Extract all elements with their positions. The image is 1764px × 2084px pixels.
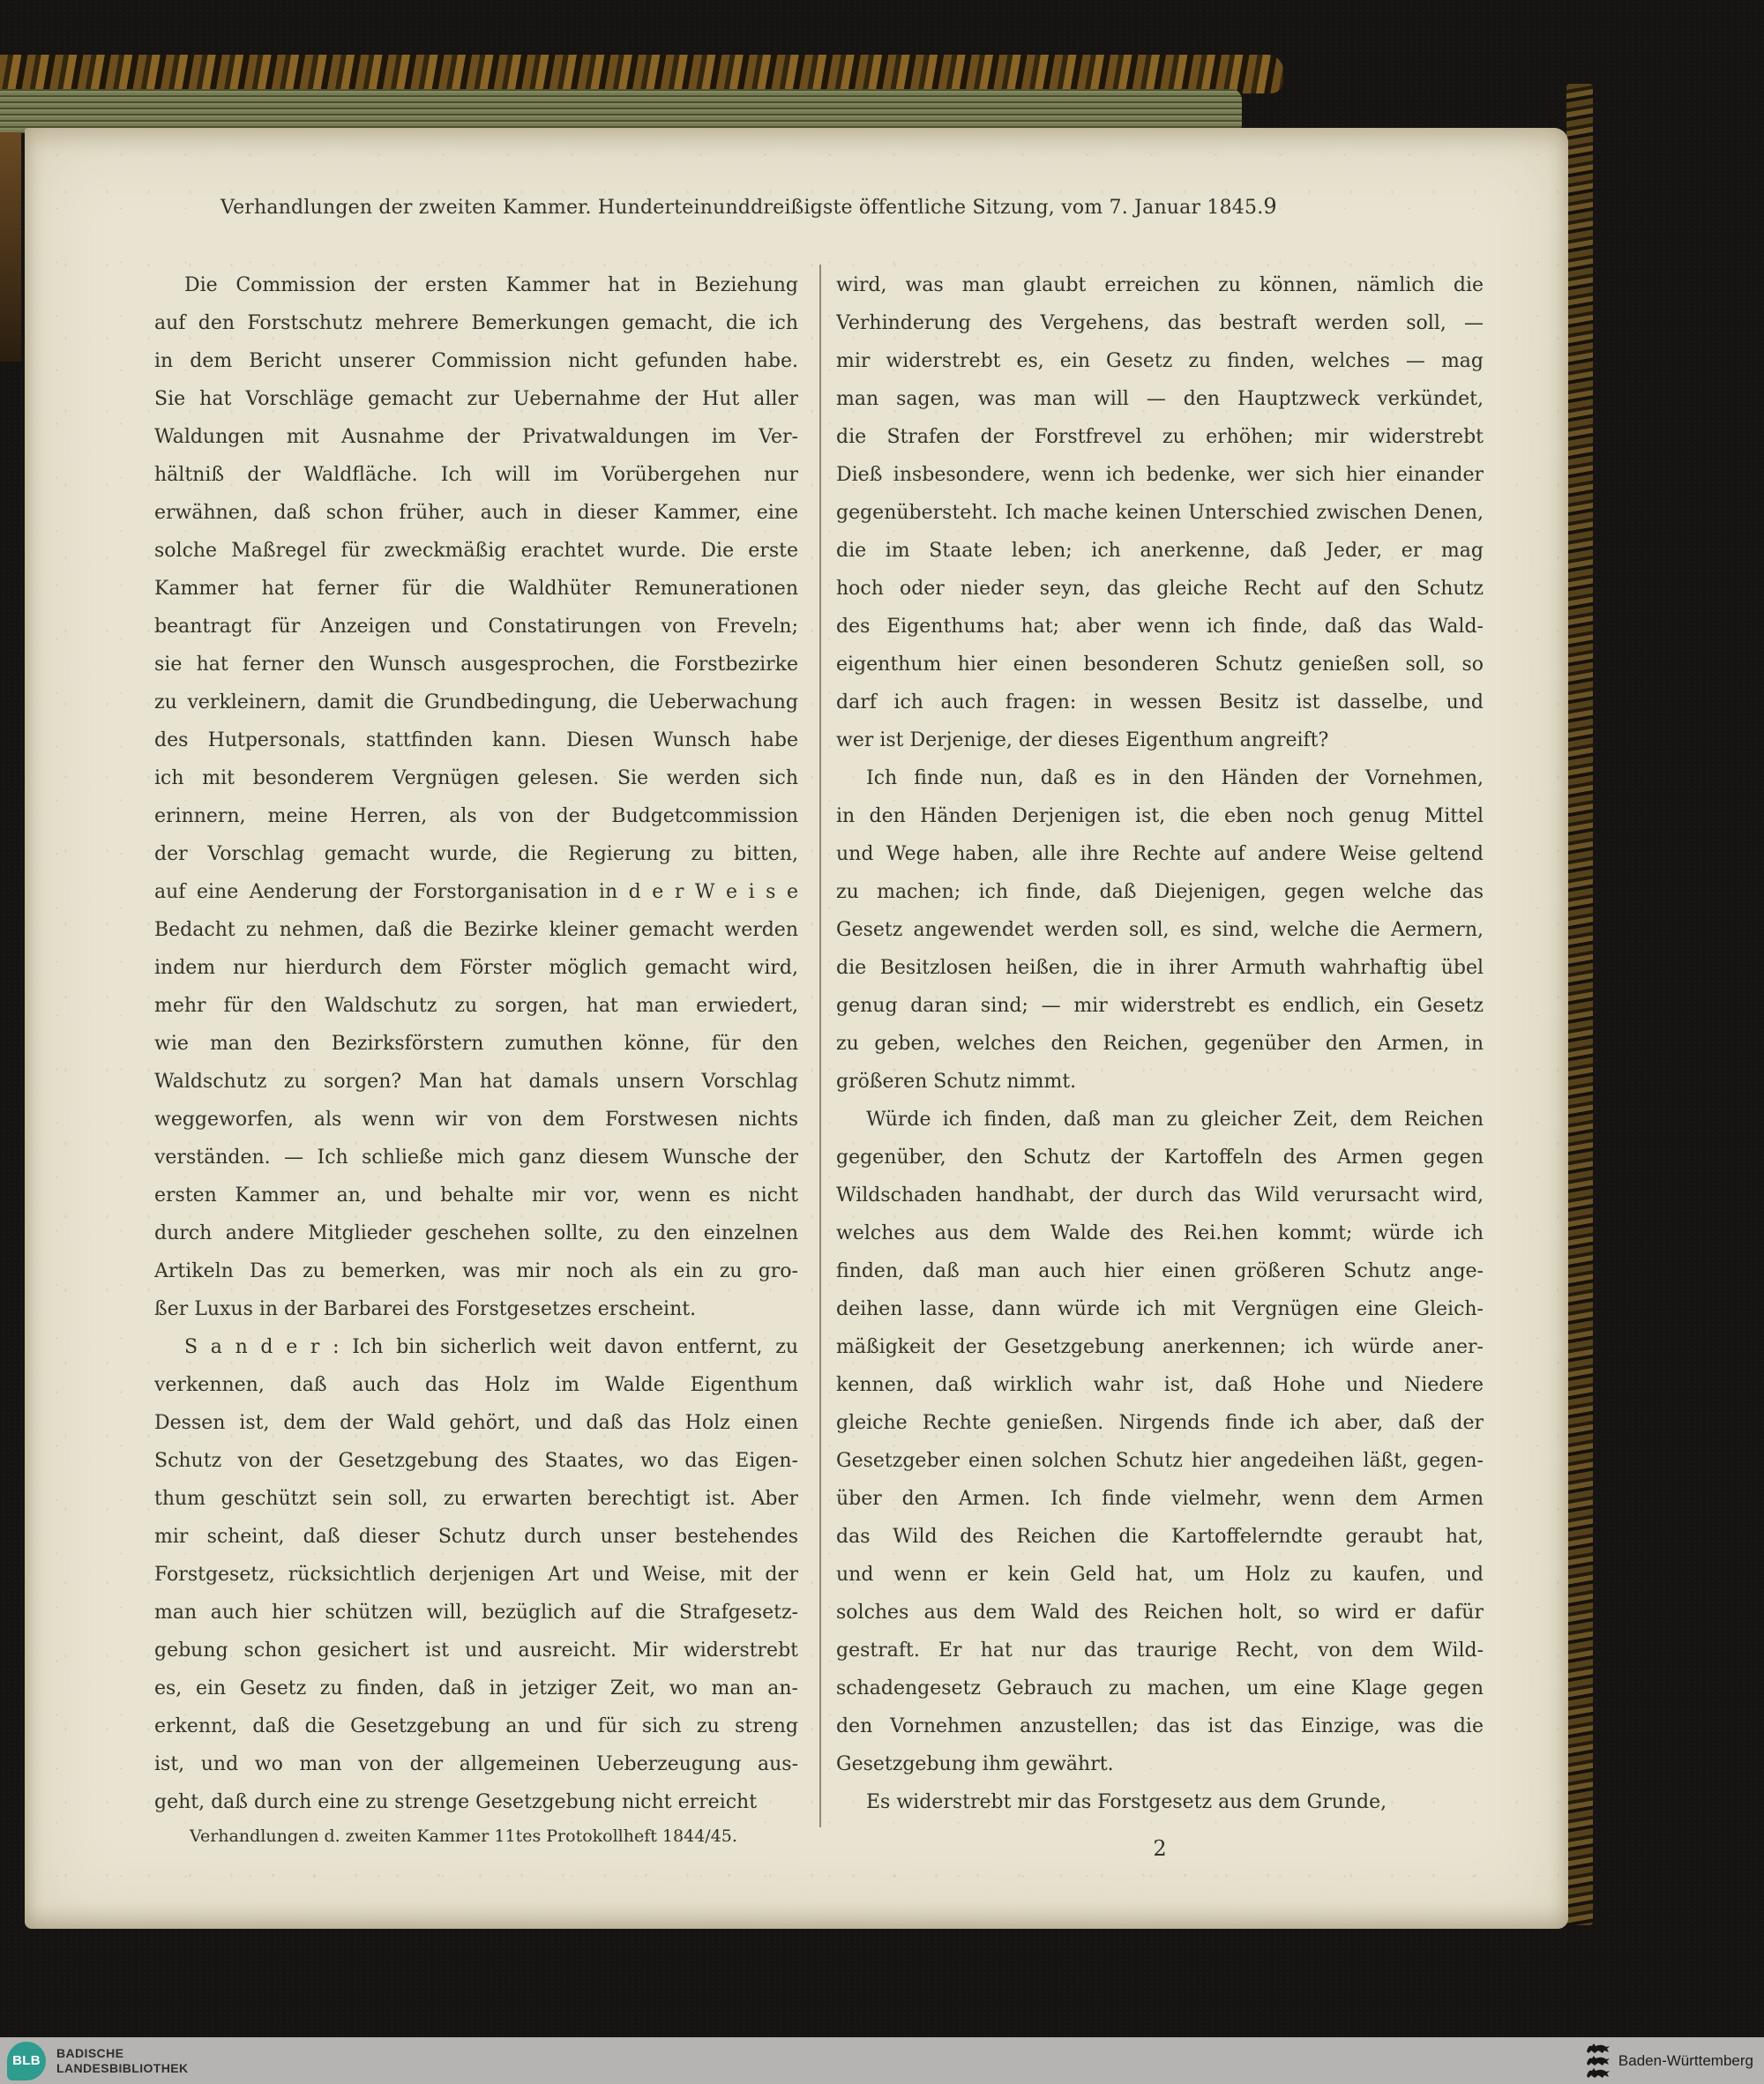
- right-column: [836, 266, 1484, 1821]
- text-line: eigenthum hier einen besonderen Schutz genießen soll, so: [836, 654, 1484, 676]
- state-name: Baden-Württemberg: [1618, 2051, 1753, 2069]
- text-line: wird, was man glaubt erreichen zu können, nämlich die: [836, 274, 1484, 296]
- text-line: gleiche Rechte genießen. Nirgends finde ich aber, daß der: [836, 1412, 1484, 1434]
- library-footer-bar: [0, 2037, 1764, 2084]
- text-line: S a n d e r : Ich bin sicherlich weit davon entfernt, zu: [184, 1336, 798, 1358]
- text-line: Verhinderung des Vergehens, das bestraft werden soll, —: [836, 312, 1484, 334]
- text-line: indem nur hierdurch dem Förster möglich gemacht wird,: [154, 957, 798, 979]
- text-line: verkennen, daß auch das Holz im Walde Eigenthum: [154, 1374, 798, 1396]
- text-line: erkennt, daß die Gesetzgebung an und für sich zu streng: [154, 1715, 798, 1737]
- book-cover-right-edge: [1566, 84, 1593, 1925]
- text-line: ist, und wo man von der allgemeinen Ueberzeugung aus-: [154, 1753, 798, 1775]
- text-line: Waldschutz zu sorgen? Man hat damals unsern Vorschlag: [154, 1071, 798, 1093]
- text-line: gegenüber, den Schutz der Kartoffeln des Armen gegen: [836, 1147, 1484, 1169]
- text-line: die im Staate leben; ich anerkenne, daß Jeder, er mag: [836, 540, 1484, 562]
- text-line: kennen, daß wirklich wahr ist, daß Hohe und Niedere: [836, 1374, 1484, 1396]
- text-line: Sie hat Vorschläge gemacht zur Uebernahme der Hut aller: [154, 388, 798, 410]
- text-line: solche Maßregel für zweckmäßig erachtet wurde. Die erste: [154, 540, 798, 562]
- text-line: mäßigkeit der Gesetzgebung anerkennen; ich würde aner-: [836, 1336, 1484, 1358]
- text-line: geht, daß durch eine zu strenge Gesetzgebung nicht erreicht: [154, 1791, 758, 1813]
- text-line: es, ein Gesetz zu finden, daß in jetziger Zeit, wo man an-: [154, 1677, 798, 1699]
- text-line: ßer Luxus in der Barbarei des Forstgesetzes erscheint.: [154, 1298, 697, 1320]
- library-name-line1: BADISCHE: [56, 2045, 124, 2060]
- library-name: [56, 2046, 189, 2076]
- text-line: und wenn er kein Geld hat, um Holz zu kaufen, und: [836, 1564, 1484, 1586]
- text-line: auf den Forstschutz mehrere Bemerkungen gemacht, die ich: [154, 312, 798, 334]
- text-line: über den Armen. Ich finde vielmehr, wenn dem Armen: [836, 1488, 1484, 1510]
- text-line: das Wild des Reichen die Kartoffelerndte geraubt hat,: [836, 1526, 1484, 1548]
- text-line: Ich finde nun, daß es in den Händen der Vornehmen,: [866, 767, 1484, 789]
- text-line: die Besitzlosen heißen, die in ihrer Armuth wahrhaftig übel: [836, 957, 1484, 979]
- text-line: die Strafen der Forstfrevel zu erhöhen; mir widerstrebt: [836, 426, 1484, 448]
- text-line: gestraft. Er hat nur das traurige Recht, von dem Wild-: [836, 1640, 1484, 1662]
- text-line: deihen lasse, dann würde ich mit Vergnügen eine Gleich-: [836, 1298, 1484, 1320]
- text-line: Waldungen mit Ausnahme der Privatwaldungen im Ver-: [154, 426, 798, 448]
- left-column: [154, 266, 798, 1821]
- text-line: Gesetzgeber einen solchen Schutz hier angedeihen läßt, gegen-: [836, 1450, 1484, 1472]
- text-line: Bedacht zu nehmen, daß die Bezirke kleiner gemacht werden: [154, 919, 798, 941]
- text-line: Es widerstrebt mir das Forstgesetz aus dem Grunde,: [866, 1791, 1387, 1813]
- text-line: erwähnen, daß schon früher, auch in dieser Kammer, eine: [154, 502, 798, 524]
- text-line: Die Commission der ersten Kammer hat in Beziehung: [184, 274, 798, 296]
- text-line: mir widerstrebt es, ein Gesetz zu finden, welches — mag: [836, 350, 1484, 372]
- text-line: man sagen, was man will — den Hauptzweck verkündet,: [836, 388, 1484, 410]
- text-line: des Hutpersonals, stattfinden kann. Diesen Wunsch habe: [154, 729, 798, 751]
- text-line: zu verkleinern, damit die Grundbedingung, die Ueberwachung: [154, 691, 798, 713]
- text-line: welches aus dem Walde des Rei.hen kommt; würde ich: [836, 1222, 1484, 1244]
- text-line: Gesetzgebung ihm gewährt.: [836, 1753, 1114, 1775]
- signature-mark: 2: [1153, 1836, 1167, 1861]
- text-line: mir scheint, daß dieser Schutz durch unser bestehendes: [154, 1526, 798, 1548]
- text-line: wer ist Derjenige, der dieses Eigenthum angreift?: [836, 729, 1329, 751]
- text-line: der Vorschlag gemacht wurde, die Regierung zu bitten,: [154, 843, 798, 865]
- text-line: Würde ich finden, daß man zu gleicher Zeit, dem Reichen: [866, 1109, 1484, 1131]
- text-line: größeren Schutz nimmt.: [836, 1071, 1077, 1093]
- text-line: hoch oder nieder seyn, das gleiche Recht auf den Schutz: [836, 578, 1484, 600]
- text-line: darf ich auch fragen: in wessen Besitz ist dasselbe, und: [836, 691, 1484, 713]
- text-line: auf eine Aenderung der Forstorganisation in d e r W e i s e: [154, 881, 798, 903]
- running-title: Verhandlungen der zweiten Kammer. Hunderteinunddreißigste öffentliche Sitzung, vom 7. Januar 1845.: [220, 197, 1264, 219]
- text-line: verständen. — Ich schließe mich ganz diesem Wunsche der: [154, 1147, 798, 1169]
- page-block-top-edge: [0, 89, 1242, 133]
- text-line: in den Händen Derjenigen ist, die eben noch genug Mittel: [836, 805, 1484, 827]
- text-line: Artikeln Das zu bemerken, was mir noch als ein zu gro-: [154, 1260, 798, 1282]
- state-branding: [1586, 2043, 1753, 2079]
- text-line: schadengesetz Gebrauch zu machen, um eine Klage gegen: [836, 1677, 1484, 1699]
- text-line: erinnern, meine Herren, als von der Budgetcommission: [154, 805, 798, 827]
- text-line: Dieß insbesondere, wenn ich bedenke, wer sich hier einander: [836, 464, 1484, 486]
- book-spine-edge: [0, 132, 21, 362]
- three-lions-icon: [1586, 2043, 1610, 2079]
- text-line: und Wege haben, alle ihre Rechte auf andere Weise geltend: [836, 843, 1484, 865]
- text-line: Kammer hat ferner für die Waldhüter Remunerationen: [154, 578, 798, 600]
- text-line: thum geschützt sein soll, zu erwarten berechtigt ist. Aber: [154, 1488, 798, 1510]
- text-line: beantragt für Anzeigen und Constatirungen von Freveln;: [154, 616, 798, 638]
- page-header: [220, 194, 1277, 219]
- text-line: hältniß der Waldfläche. Ich will im Vorübergehen nur: [154, 464, 798, 486]
- text-line: Gesetz angewendet werden soll, es sind, welche die Aermern,: [836, 919, 1484, 941]
- text-line: des Eigenthums hat; aber wenn ich finde, daß das Wald-: [836, 616, 1484, 638]
- text-line: durch andere Mitglieder geschehen sollte, zu den einzelnen: [154, 1222, 798, 1244]
- text-line: man auch hier schützen will, bezüglich auf die Strafgesetz-: [154, 1602, 798, 1624]
- text-line: mehr für den Waldschutz zu sorgen, hat man erwiedert,: [154, 995, 798, 1017]
- text-line: weggeworfen, als wenn wir von dem Forstwesen nichts: [154, 1109, 798, 1131]
- text-line: den Vornehmen anzustellen; das ist das Einzige, was die: [836, 1715, 1484, 1737]
- volume-footnote: Verhandlungen d. zweiten Kammer 11tes Protokollheft 1844/45.: [190, 1826, 737, 1846]
- text-line: finden, daß man auch hier einen größeren Schutz ange-: [836, 1260, 1484, 1282]
- text-line: gegenübersteht. Ich mache keinen Unterschied zwischen Denen,: [836, 502, 1484, 524]
- library-branding: [7, 2042, 189, 2080]
- text-line: solches aus dem Wald des Reichen holt, so wird er dafür: [836, 1602, 1484, 1624]
- text-line: ich mit besonderem Vergnügen gelesen. Sie werden sich: [154, 767, 798, 789]
- text-line: Wildschaden handhabt, der durch das Wild verursacht wird,: [836, 1184, 1484, 1206]
- text-line: in dem Bericht unserer Commission nicht gefunden habe.: [154, 350, 798, 372]
- text-line: sie hat ferner den Wunsch ausgesprochen, die Forstbezirke: [154, 654, 798, 676]
- text-line: genug daran sind; — mir widerstrebt es endlich, ein Gesetz: [836, 995, 1484, 1017]
- library-name-line2: LANDESBIBLIOTHEK: [56, 2060, 189, 2075]
- text-line: zu geben, welches den Reichen, gegenüber den Armen, in: [836, 1033, 1484, 1055]
- text-line: wie man den Bezirksförstern zumuthen könne, für den: [154, 1033, 798, 1055]
- column-divider: [819, 265, 821, 1827]
- text-line: zu machen; ich finde, daß Diejenigen, gegen welche das: [836, 881, 1484, 903]
- book-cover-top-edge: [0, 55, 1283, 93]
- blb-logo: [7, 2042, 46, 2080]
- text-line: Schutz von der Gesetzgebung des Staates, wo das Eigen-: [154, 1450, 798, 1472]
- text-line: Dessen ist, dem der Wald gehört, und daß das Holz einen: [154, 1412, 798, 1434]
- blb-logo-text: BLB: [12, 2053, 41, 2068]
- text-line: Forstgesetz, rücksichtlich derjenigen Art und Weise, mit der: [154, 1564, 798, 1586]
- text-line: ersten Kammer an, und behalte mir vor, wenn es nicht: [154, 1184, 798, 1206]
- page-number: 9: [1263, 194, 1277, 219]
- text-line: gebung schon gesichert ist und ausreicht. Mir widerstrebt: [154, 1640, 798, 1662]
